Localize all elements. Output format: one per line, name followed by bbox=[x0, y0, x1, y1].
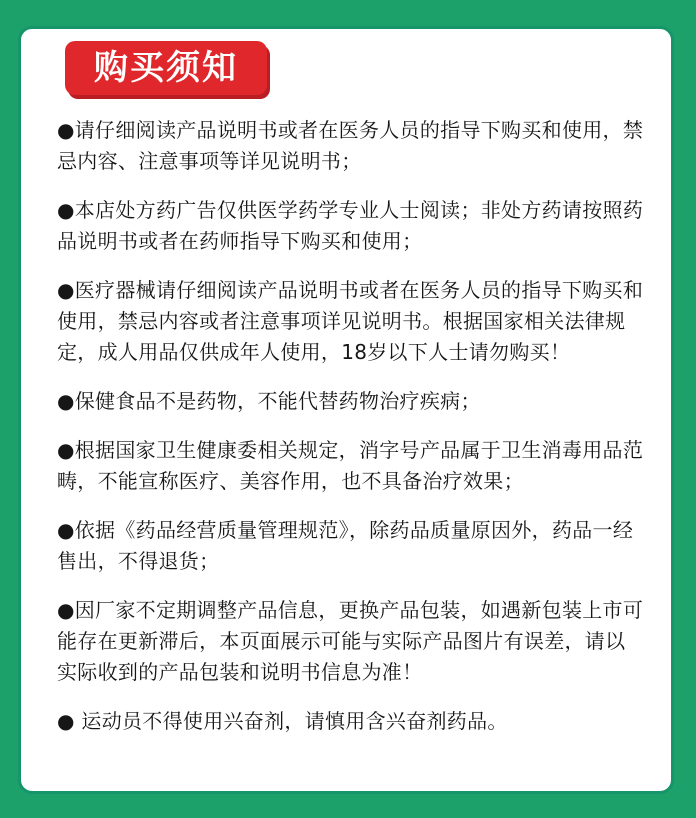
title-badge: 购买须知 bbox=[65, 41, 267, 95]
notice-item: ●保健食品不是药物，不能代替药物治疗疾病； bbox=[57, 389, 481, 413]
notice-item: ●依据《药品经营质量管理规范》，除药品质量原因外，药品一经售出，不得退货； bbox=[57, 518, 634, 573]
notice-card bbox=[18, 26, 674, 794]
notice-item: ●请仔细阅读产品说明书或者在医务人员的指导下购买和使用，禁忌内容、注意事项等详见说明书； bbox=[57, 118, 644, 173]
notice-list bbox=[57, 115, 645, 737]
notice-item: ● 运动员不得使用兴奋剂，请慎用含兴奋剂药品。 bbox=[57, 709, 508, 733]
notice-item: ●医疗器械请仔细阅读产品说明书或者在医务人员的指导下购买和使用，禁忌内容或者注意事项详见说明书。根据国家相关法律规定，成人用品仅供成年人使用，18岁以下人士请勿购买！ bbox=[57, 278, 644, 364]
notice-item: ●根据国家卫生健康委相关规定，消字号产品属于卫生消毒用品范畴，不能宣称医疗、美容作用，也不具备治疗效果； bbox=[57, 438, 644, 493]
notice-item: ●因厂家不定期调整产品信息，更换产品包装，如遇新包装上市可能存在更新滞后，本页面展示可能与实际产品图片有误差，请以实际收到的产品包装和说明书信息为准！ bbox=[57, 598, 644, 684]
notice-item: ●本店处方药广告仅供医学药学专业人士阅读；非处方药请按照药品说明书或者在药师指导下购买和使用； bbox=[57, 198, 644, 253]
